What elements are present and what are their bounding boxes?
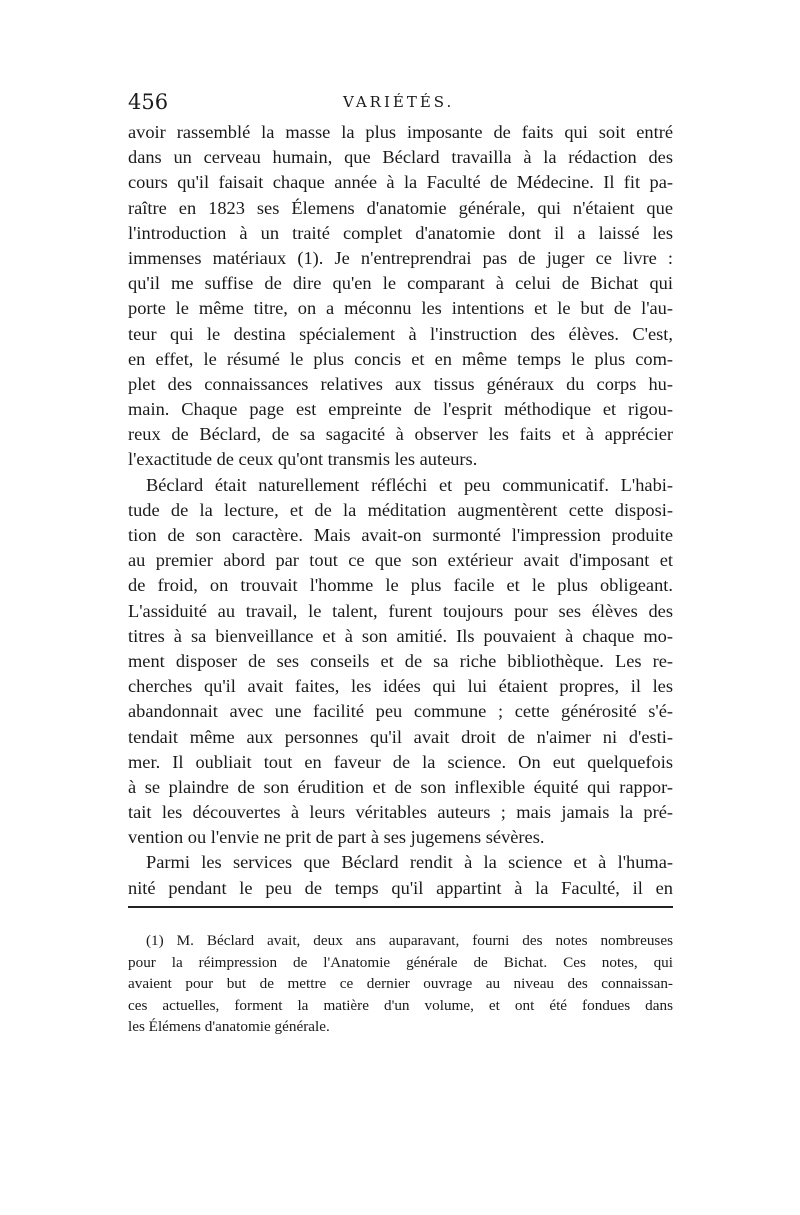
footnote-line: avaient pour but de mettre ce dernier ouvrage au niveau des connaissan-: [128, 975, 673, 992]
footnote-line: les Élémens d'anatomie générale.: [128, 1018, 330, 1035]
body-line: ment disposer de ses conseils et de sa riche bibliothèque. Les re-: [128, 650, 673, 671]
body-line: tion de son caractère. Mais avait-on surmonté l'impression produite: [128, 525, 673, 545]
body-line: cherches qu'il avait faites, les idées qui lui étaient propres, il les: [128, 676, 673, 697]
body-line: au premier abord par tout ce que son extérieur avait d'imposant et: [128, 550, 673, 571]
body-line: L'assiduité au travail, le talent, furent toujours pour ses élèves des: [128, 600, 673, 621]
body-line: abandonnait avec une facilité peu commune ; cette générosité s'é-: [128, 701, 673, 722]
body-line: de froid, on trouvait l'homme le plus facile et le plus obligeant.: [128, 575, 673, 596]
body-line: raître en 1823 ses Élemens d'anatomie générale, qui n'étaient que: [128, 197, 673, 218]
body-text: [128, 120, 673, 901]
footnote-line: ces actuelles, forment la matière d'un volume, et ont été fondues dans: [128, 996, 673, 1014]
body-line: main. Chaque page est empreinte de l'esprit méthodique et rigou-: [128, 399, 673, 420]
body-line: qu'il me suffise de dire qu'en le comparant à celui de Bichat qui: [128, 273, 673, 294]
body-line: tait les découvertes à leurs véritables auteurs ; mais jamais la pré-: [128, 802, 673, 823]
footnote-line: pour la réimpression de l'Anatomie générale de Bichat. Ces notes, qui: [128, 953, 673, 971]
body-line: mer. Il oubliait tout en faveur de la science. On eut quelquefois: [128, 751, 673, 772]
footnote: [128, 930, 673, 1038]
body-line: à se plaindre de son érudition et de son inflexible équité qui rappor-: [128, 776, 673, 797]
body-line: cours qu'il faisait chaque année à la Faculté de Médecine. Il fit pa-: [128, 172, 673, 193]
body-line: reux de Béclard, de sa sagacité à observer les faits et à apprécier: [128, 424, 673, 445]
page-number: 456: [128, 90, 169, 114]
body-line: tude de la lecture, et de la méditation augmentèrent cette disposi-: [128, 499, 673, 520]
body-line: tendait même aux personnes qu'il avait droit de n'aimer ni d'esti-: [128, 726, 673, 747]
body-line: l'exactitude de ceux qu'ont transmis les auteurs.: [128, 449, 478, 470]
body-line: dans un cerveau humain, que Béclard travailla à la rédaction des: [128, 147, 673, 168]
body-line: teur qui le destina spécialement à l'instruction des élèves. C'est,: [128, 323, 673, 344]
body-line: nité pendant le peu de temps qu'il appartint à la Faculté, il en: [128, 877, 673, 898]
running-head: VARIÉTÉS.: [343, 93, 455, 111]
body-line: titres à sa bienveillance et à son amitié. Ils pouvaient à chaque mo-: [128, 625, 673, 646]
body-line: vention ou l'envie ne prit de part à ses jugemens sévères.: [128, 827, 545, 848]
body-line: porte le même titre, on a méconnu les intentions et le but de l'au-: [128, 298, 673, 319]
body-line: immenses matériaux (1). Je n'entreprendrai pas de juger ce livre :: [128, 247, 673, 268]
body-line: Parmi les services que Béclard rendit à la science et à l'huma-: [146, 852, 673, 873]
body-line: en effet, le résumé le plus concis et en même temps le plus com-: [128, 348, 673, 369]
body-line: Béclard était naturellement réfléchi et peu communicatif. L'habi-: [146, 474, 673, 495]
body-line: l'introduction à un traité complet d'anatomie dont il a laissé les: [128, 222, 673, 243]
footnote-divider: [128, 906, 673, 908]
footnote-line: (1) M. Béclard avait, deux ans auparavant, fourni des notes nombreuses: [146, 932, 673, 949]
page-header: [128, 90, 673, 118]
body-line: avoir rassemblé la masse la plus imposante de faits qui soit entré: [128, 122, 673, 142]
body-line: plet des connaissances relatives aux tissus généraux du corps hu-: [128, 373, 673, 394]
